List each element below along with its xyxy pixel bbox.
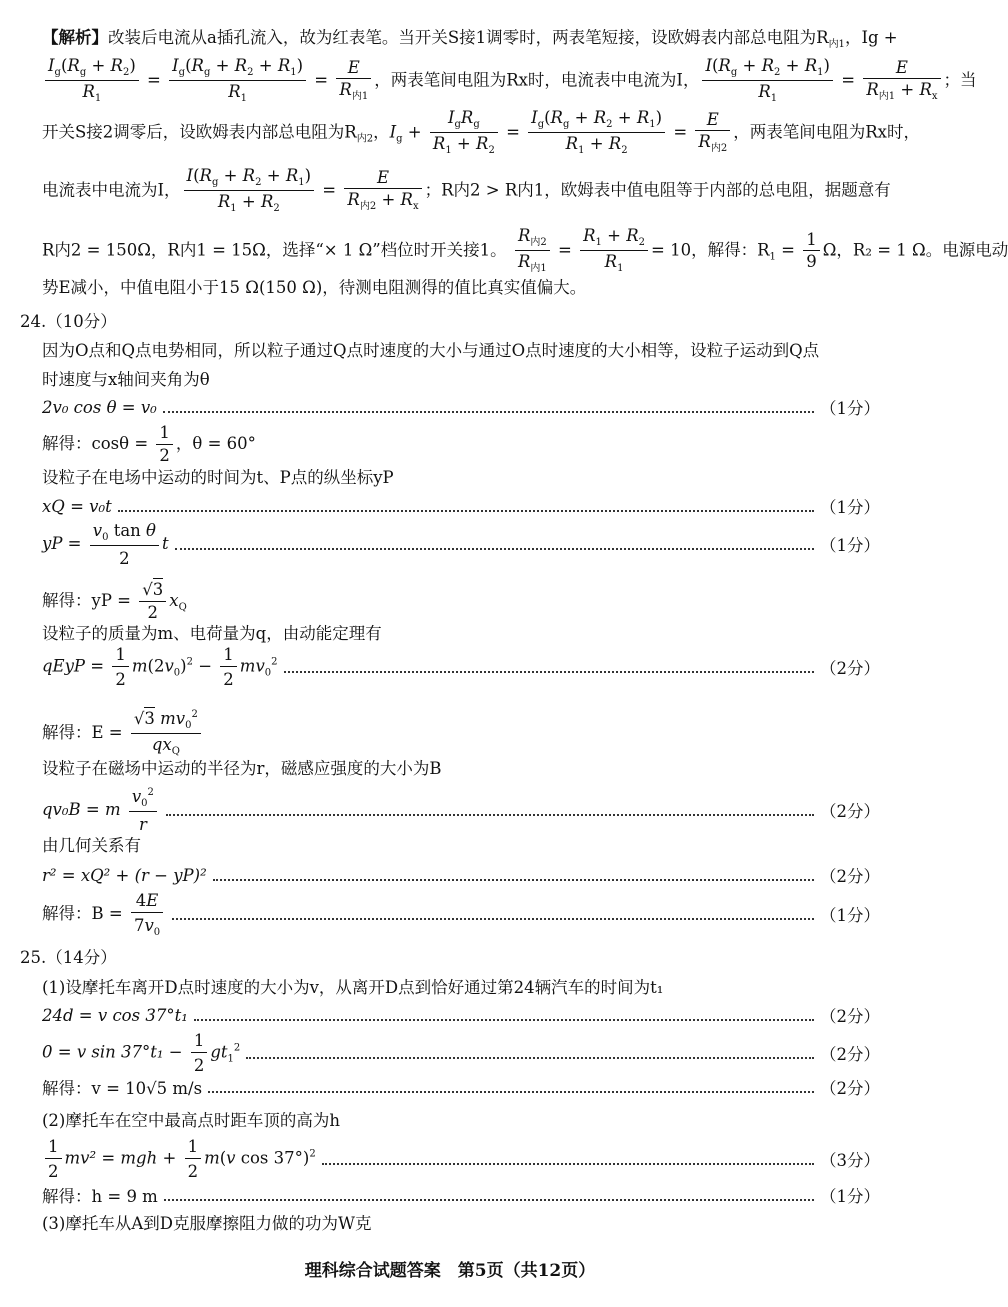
fraction: $\frac{√3}{2}$ <box>139 582 166 621</box>
fraction: $\frac{4E}{7v_0}$ <box>131 891 163 938</box>
q25-part-2: (2)摩托车在空中最高点时距车顶的高为h <box>42 1111 340 1130</box>
fraction: $\frac{R_1 + R_2}{R_1}$ <box>580 228 648 274</box>
analysis-text-3: 开关S接2调零后，设欧姆表内部总电阻为R <box>42 122 357 142</box>
q24-eq-5: qv₀B = m $\frac{v_0^2}{r}$ （2分） <box>42 786 880 834</box>
fraction: $\frac{E}{R_{内1} + R_x}$ <box>863 60 940 103</box>
fraction: $\frac{E}{R_{内1}}$ <box>336 60 371 103</box>
score-label: （1分） <box>820 906 880 925</box>
q24-eq-2: xQ = v₀t （1分） <box>42 497 880 515</box>
page-footer: 理科综合试题答案 第5页（共12页） <box>304 1261 596 1281</box>
analysis-text-5-mid: = 10，解得：R <box>651 240 770 260</box>
q24-eq-4: qEyP = $\frac{1}{2}$ $m(2v_0)^2$ − $\frac{1}{2}$ $mv_0^2$ （2分） <box>42 645 880 689</box>
analysis-line-2: $\frac{I_g(R_g + R_2)}{R_1}$ = $\frac{I_g(R_g + R_2 + R_1)}{R_1}$ = $\frac{E}{R_{内1}}$ ，两表笔间电阻为Rx时，电流表中电流为I， $\frac{I(R_g + R_2 + R_1)}{R_1}$ = $\frac{E}{R_{内1} + R_x}$ ；当 <box>42 58 977 104</box>
analysis-line-5: R内2 = 150Ω，R内1 = 15Ω，选择“× 1 Ω”档位时开关接1。 $\frac{R_{内2}}{R_{内1}}$ = $\frac{R_1 + R_2}{R_1}$ = 10，解得：$R_1$ = $\frac{1}{9}$ Ω，R₂ = 1 Ω。电源电动 <box>42 226 1008 274</box>
analysis-text-5: R内2 = 150Ω，R内1 = 15Ω，选择“× 1 Ω”档位时开关接1。 <box>42 240 507 260</box>
q24-text-4: 设粒子在磁场中运动的半径为r，磁感应强度的大小为B <box>42 759 442 778</box>
fraction: $\frac{v_0 \tan \theta}{2}$ <box>90 521 159 568</box>
score-label: （2分） <box>820 659 880 678</box>
score-label: （1分） <box>820 498 880 517</box>
q24-sol-1: 解得：cosθ = $\frac{1}{2}$ ，θ = 60° <box>42 423 256 465</box>
analysis-text-1: 改装后电流从a插孔流入，故为红表笔。当开关S接1调零时，两表笔短接，设欧姆表内部总电阻为R <box>108 28 829 47</box>
score-label: （1分） <box>820 536 880 555</box>
analysis-line-1: 【解析】改装后电流从a插孔流入，故为红表笔。当开关S接1调零时，两表笔短接，设欧姆表内部总电阻为$R_{内1}$，Ig + <box>42 28 898 50</box>
q24-eq-1: 2v₀ cos θ = v₀ （1分） <box>42 398 880 416</box>
score-label: （3分） <box>820 1151 880 1170</box>
analysis-text-6: 势E减小，中值电阻小于15 Ω(150 Ω)，待测电阻测得的值比真实值偏大。 <box>42 278 587 297</box>
q25-part-1: (1)设摩托车离开D点时速度的大小为v，从离开D点到恰好通过第24辆汽车的时间为t₁ <box>42 978 664 997</box>
analysis-tag: 【解析】 <box>42 28 108 47</box>
fraction: $\frac{1}{2}$ <box>191 1031 208 1075</box>
analysis-text-4-end: ；R内2 > R内1，欧姆表中值电阻等于内部的总电阻，据题意有 <box>424 180 891 200</box>
analysis-line-6 <box>42 280 586 297</box>
analysis-text-3-mid: ，两表笔间电阻为Rx时， <box>733 122 920 142</box>
fraction: $\frac{I_g(R_g + R_2 + R_1)}{R_1 + R_2}$ <box>528 110 665 156</box>
fraction: $\frac{I_g(R_g + R_2 + R_1)}{R_1}$ <box>169 58 306 104</box>
q25-sol-2: 解得：h = 9 m （1分） <box>42 1186 880 1204</box>
analysis-line-3: 开关S接2调零后，设欧姆表内部总电阻为$R_{内2}$，$I_g$ + $\frac{I_gR_g}{R_1 + R_2}$ = $\frac{I_g(R_g + R_2 + R_1)}{R_1 + R_2}$ = $\frac{E}{R_{内2}}$ ，两表笔间电阻为Rx时， <box>42 108 920 156</box>
analysis-text-1-tail: ，Ig + <box>844 28 898 47</box>
analysis-text-5-end: Ω，R₂ = 1 Ω。电源电动 <box>822 240 1008 260</box>
analysis-text-4: 电流表中电流为I， <box>42 180 181 200</box>
fraction: $\frac{I(R_g + R_2 + R_1)}{R_1 + R_2}$ <box>184 168 315 214</box>
score-label: （2分） <box>820 1045 880 1064</box>
q24-intro-1: 因为O点和Q点电势相同，所以粒子通过Q点时速度的大小与通过O点时速度的大小相等，设粒子运动到Q点 <box>42 341 820 360</box>
fraction: $\frac{1}{2}$ <box>220 645 237 689</box>
fraction: $\frac{1}{2}$ <box>185 1137 202 1181</box>
q24-text-2: 设粒子在电场中运动的时间为t、P点的纵坐标yP <box>42 468 394 487</box>
fraction: $\frac{I(R_g + R_2 + R_1)}{R_1}$ <box>702 58 833 104</box>
q24-text-3: 设粒子的质量为m、电荷量为q，由动能定理有 <box>42 624 382 643</box>
q24-eq-6: r² = xQ² + (r − yP)² （2分） <box>42 866 880 884</box>
q24-sol-2: 解得：yP = $\frac{√3}{2}$ $x_Q$ <box>42 580 187 622</box>
q24-eq-3: yP = $\frac{v_0 \tan \theta}{2}$ t （1分） <box>42 520 880 568</box>
fraction: $\frac{R_{内2}}{R_{内1}}$ <box>515 228 550 274</box>
score-label: （2分） <box>820 867 880 886</box>
fraction: $\frac{E}{R_{内2} + R_x}$ <box>344 170 421 213</box>
fraction: $\frac{I_gR_g}{R_1 + R_2}$ <box>430 110 498 156</box>
score-label: （2分） <box>820 802 880 821</box>
analysis-text-2: ，两表笔间电阻为Rx时，电流表中电流为I， <box>374 70 700 90</box>
fraction: $\frac{v_0^2}{r}$ <box>129 787 157 834</box>
q25-heading: 25.（14分） <box>20 948 117 967</box>
q24-text-5: 由几何关系有 <box>42 836 141 855</box>
score-label: （2分） <box>820 1007 880 1026</box>
fraction: $\frac{1}{2}$ <box>156 425 173 464</box>
q25-eq-2: 0 = v sin 37°t₁ − $\frac{1}{2}$ $gt_1^2$ （2分） <box>42 1031 880 1075</box>
q25-sol-1: 解得：v = 10√5 m/s （2分） <box>42 1078 880 1096</box>
q24-sol-4: 解得：B = $\frac{4E}{7v_0}$ （1分） <box>42 890 880 938</box>
fraction: $\frac{√3 mv_0^2}{qx_Q}$ <box>131 710 201 757</box>
q25-part-3: (3)摩托车从A到D克服摩擦阻力做的功为W克 <box>42 1214 372 1233</box>
score-label: （1分） <box>820 399 880 418</box>
q25-eq-3: $\frac{1}{2}$ mv² = mgh + $\frac{1}{2}$ m(v cos 37°)$^2$ （3分） <box>42 1150 880 1168</box>
fraction: $\frac{E}{R_{内2}}$ <box>695 112 730 155</box>
score-label: （1分） <box>820 1187 880 1206</box>
q24-heading: 24.（10分） <box>20 312 117 331</box>
analysis-line-4: 电流表中电流为I， $\frac{I(R_g + R_2 + R_1)}{R_1 + R_2}$ = $\frac{E}{R_{内2} + R_x}$ ；R内2 > R内1，欧姆表中值电阻等于内部的总电阻，据题意有 <box>42 166 891 214</box>
fraction: $\frac{I_g(R_g + R_2)}{R_1}$ <box>45 58 139 104</box>
q24-sol-3: 解得：E = $\frac{√3 mv_0^2}{qx_Q}$ <box>42 710 204 757</box>
analysis-text-2-end: ；当 <box>943 70 977 90</box>
fraction: $\frac{1}{9}$ <box>803 232 820 271</box>
fraction: $\frac{1}{2}$ <box>112 645 129 689</box>
fraction: $\frac{1}{2}$ <box>45 1137 62 1181</box>
score-label: （2分） <box>820 1079 880 1098</box>
q25-eq-1: 24d = v cos 37°t₁ （2分） <box>42 1006 880 1024</box>
q24-intro-2: 时速度与x轴间夹角为θ <box>42 370 210 389</box>
